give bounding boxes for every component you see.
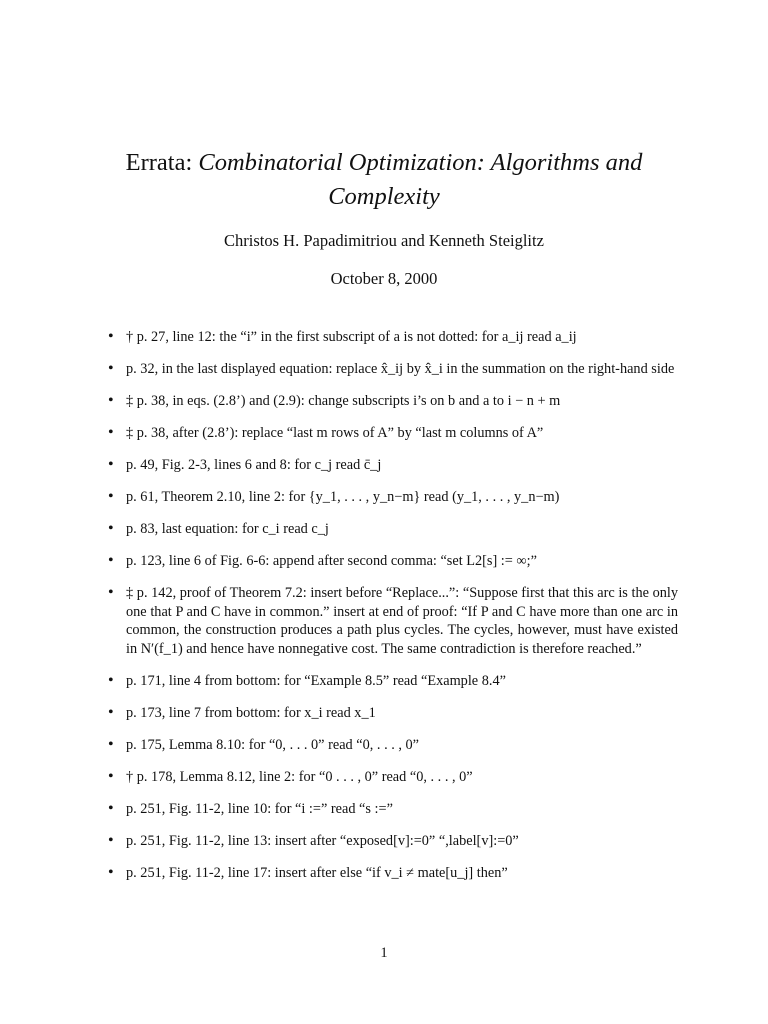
erratum-item: • ‡ p. 142, proof of Theorem 7.2: insert before “Replace...”: “Suppose first that this arc is the only one that P and C have in common.” insert at end of proof: “If P and C have more than one arc in common, the construction produces a path plus cycles. The cycles, however, must have existed in N′(f_1) and hence have nonnegative cost. The same contradiction is therefore reached.” <box>108 584 678 658</box>
erratum-item: • p. 251, Fig. 11-2, line 17: insert after else “if v_i ≠ mate[u_j] then” <box>108 864 678 883</box>
erratum-item: • p. 49, Fig. 2-3, lines 6 and 8: for c_j read c̄_j <box>108 456 678 475</box>
erratum-item: • p. 171, line 4 from bottom: for “Example 8.5” read “Example 8.4” <box>108 672 678 691</box>
erratum-item: • ‡ p. 38, after (2.8’): replace “last m rows of A” by “last m columns of A” <box>108 424 678 443</box>
authors: Christos H. Papadimitriou and Kenneth Steiglitz <box>224 231 544 250</box>
erratum-item: • p. 32, in the last displayed equation: replace x̂_ij by x̂_i in the summation on the right-hand side <box>108 360 678 379</box>
errata-list <box>108 328 678 896</box>
document-date: October 8, 2000 <box>330 269 438 288</box>
erratum-item: • p. 251, Fig. 11-2, line 13: insert after “exposed[v]:=0” “,label[v]:=0” <box>108 832 678 851</box>
book-title: Combinatorial Optimization: Algorithms and Complexity <box>198 149 643 210</box>
erratum-item: • † p. 27, line 12: the “i” in the first subscript of a is not dotted: for a_ij read a_ij <box>108 328 678 347</box>
erratum-item: • ‡ p. 38, in eqs. (2.8’) and (2.9): change subscripts i’s on b and a to i − n + m <box>108 392 678 411</box>
erratum-item: • † p. 178, Lemma 8.12, line 2: for “0 . . . , 0” read “0, . . . , 0” <box>108 768 678 787</box>
erratum-item: • p. 173, line 7 from bottom: for x_i read x_1 <box>108 704 678 723</box>
erratum-item: • p. 61, Theorem 2.10, line 2: for {y_1, . . . , y_n−m} read (y_1, . . . , y_n−m) <box>108 488 678 507</box>
erratum-item: • p. 83, last equation: for c_i read c_j <box>108 520 678 539</box>
erratum-item: • p. 251, Fig. 11-2, line 10: for “i :=” read “s :=” <box>108 800 678 819</box>
title-prefix: Errata: <box>125 149 199 176</box>
erratum-item: • p. 175, Lemma 8.10: for “0, . . . 0” read “0, . . . , 0” <box>108 736 678 755</box>
document-title <box>70 146 698 214</box>
erratum-item: • p. 123, line 6 of Fig. 6-6: append after second comma: “set L2[s] := ∞;” <box>108 552 678 571</box>
page-number: 1 <box>380 945 388 961</box>
